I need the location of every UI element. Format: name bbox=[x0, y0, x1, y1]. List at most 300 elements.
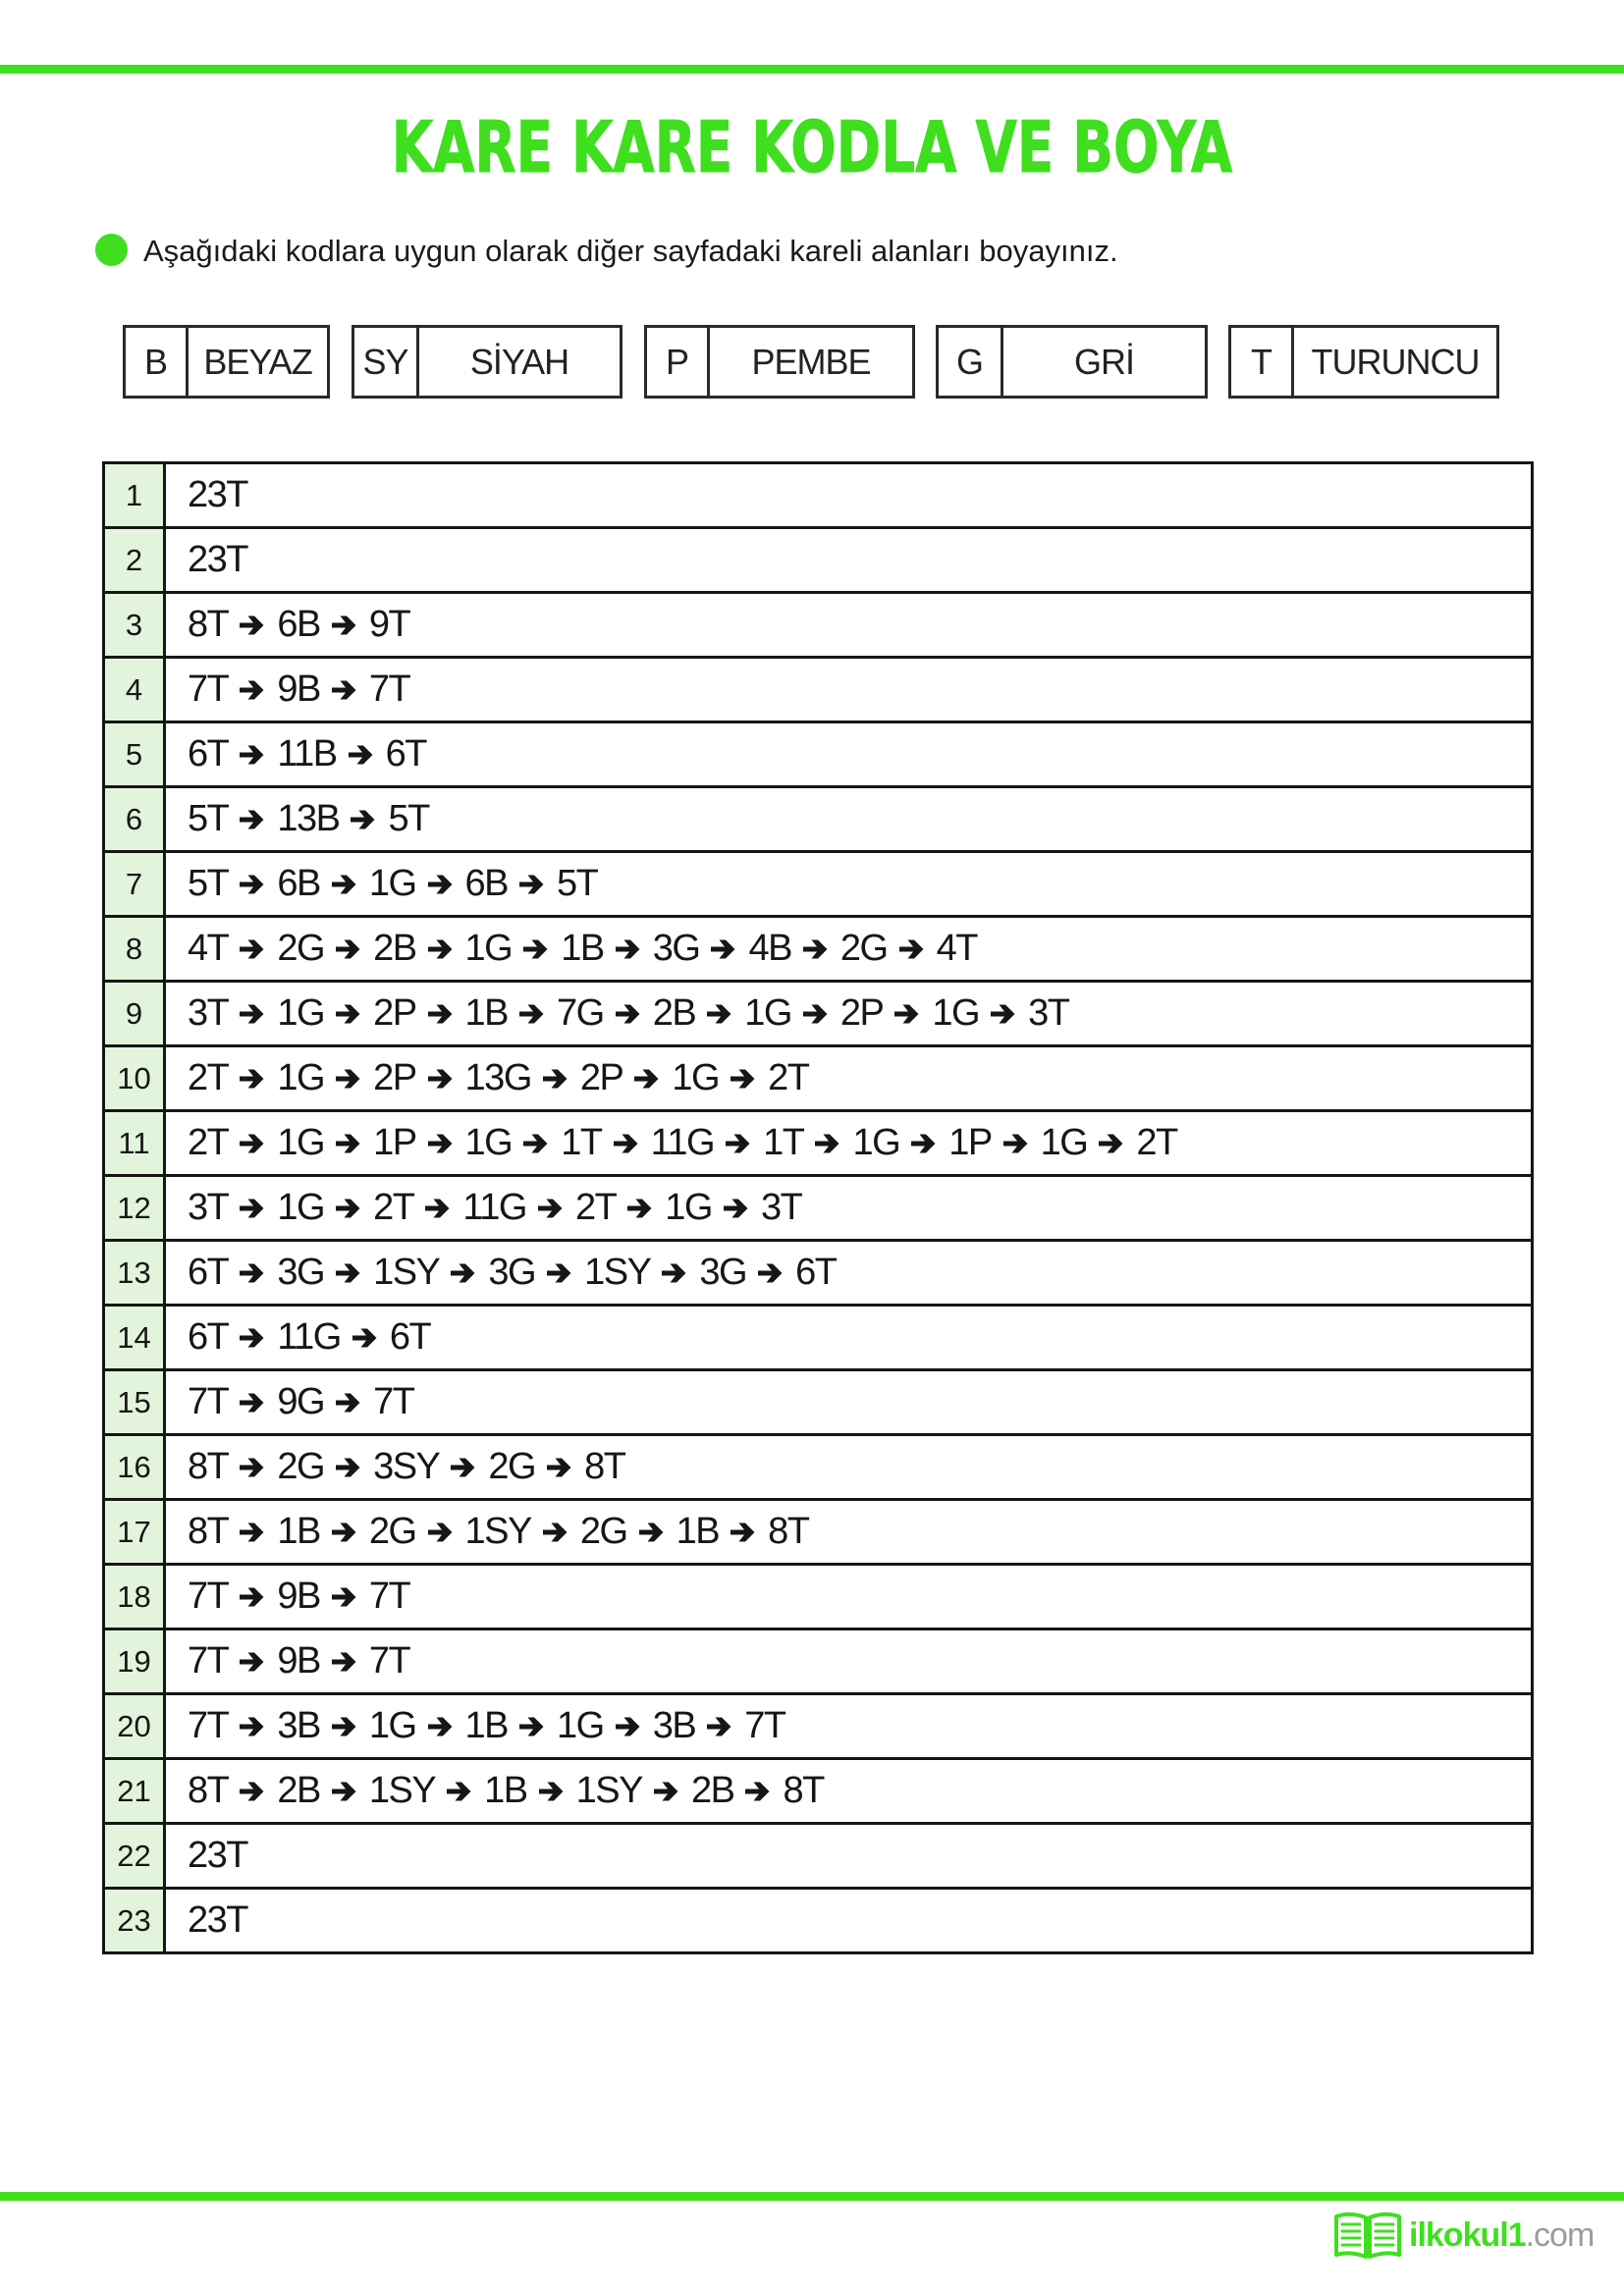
color-code: 2P bbox=[373, 992, 416, 1034]
code-row bbox=[104, 1046, 1533, 1111]
arrow-right-icon bbox=[446, 1779, 473, 1804]
color-code: 1B bbox=[676, 1511, 720, 1552]
arrow-right-icon bbox=[239, 807, 266, 832]
legend-code: B bbox=[126, 328, 189, 396]
arrow-right-icon bbox=[239, 1649, 266, 1675]
arrow-right-icon bbox=[239, 677, 266, 703]
arrow-right-icon bbox=[730, 1520, 757, 1545]
row-number: 17 bbox=[104, 1500, 165, 1565]
arrow-right-icon bbox=[542, 1520, 569, 1545]
color-code: 11B bbox=[277, 733, 337, 774]
color-code: 1B bbox=[561, 928, 604, 969]
arrow-right-icon bbox=[638, 1520, 666, 1545]
color-code: 23T bbox=[188, 1899, 247, 1941]
color-code: 6T bbox=[385, 733, 427, 774]
row-number: 18 bbox=[104, 1565, 165, 1629]
code-row bbox=[104, 1629, 1533, 1694]
code-cell bbox=[165, 787, 1533, 852]
arrow-right-icon bbox=[239, 1714, 266, 1739]
color-code: 2T bbox=[188, 1122, 229, 1163]
code-sequence bbox=[166, 474, 1531, 516]
color-code: 8T bbox=[188, 1446, 229, 1487]
color-code: 2B bbox=[373, 928, 416, 969]
code-sequence bbox=[166, 1899, 1531, 1942]
row-number: 20 bbox=[104, 1694, 165, 1759]
legend-color-name: SİYAH bbox=[469, 341, 569, 382]
legend-item-beyaz bbox=[123, 325, 330, 399]
color-code: 7T bbox=[188, 1575, 229, 1617]
color-code: 5T bbox=[188, 863, 229, 904]
arrow-right-icon bbox=[613, 1131, 640, 1156]
code-cell bbox=[165, 852, 1533, 917]
row-number: 9 bbox=[104, 982, 165, 1046]
arrow-right-icon bbox=[710, 936, 737, 962]
color-code: 1P bbox=[948, 1122, 992, 1163]
arrow-right-icon bbox=[706, 1714, 733, 1739]
arrow-right-icon bbox=[427, 1001, 455, 1027]
code-sequence bbox=[166, 1835, 1531, 1877]
color-code: 6T bbox=[188, 1252, 229, 1293]
color-code: 1G bbox=[557, 1705, 604, 1746]
legend-item-turuncu bbox=[1228, 325, 1499, 399]
arrow-right-icon bbox=[335, 1455, 362, 1480]
code-row bbox=[104, 528, 1533, 593]
color-code: 1B bbox=[277, 1511, 320, 1552]
color-code: 9B bbox=[277, 668, 320, 710]
color-code: 7T bbox=[744, 1705, 785, 1746]
arrow-right-icon bbox=[706, 1001, 733, 1027]
code-cell bbox=[165, 1111, 1533, 1176]
arrow-right-icon bbox=[633, 1066, 661, 1092]
color-code: 13G bbox=[464, 1057, 531, 1098]
color-code: 6B bbox=[464, 863, 509, 904]
code-row bbox=[104, 982, 1533, 1046]
legend-item-gri bbox=[936, 325, 1208, 399]
top-green-rule bbox=[0, 65, 1624, 74]
color-code: 6T bbox=[188, 1316, 229, 1358]
arrow-right-icon bbox=[335, 1131, 362, 1156]
arrow-right-icon bbox=[239, 742, 266, 768]
color-code: 1G bbox=[744, 992, 791, 1034]
arrow-right-icon bbox=[335, 1260, 362, 1286]
legend-item-siyah bbox=[352, 325, 623, 399]
legend-item-pembe bbox=[644, 325, 915, 399]
color-code: 1G bbox=[665, 1187, 712, 1228]
code-row bbox=[104, 852, 1533, 917]
color-code: 5T bbox=[388, 798, 429, 839]
color-code: 6B bbox=[277, 863, 320, 904]
book-icon bbox=[1332, 2210, 1403, 2261]
arrow-right-icon bbox=[239, 1584, 266, 1610]
arrow-right-icon bbox=[518, 1001, 546, 1027]
arrow-right-icon bbox=[615, 1714, 642, 1739]
color-code: 5T bbox=[188, 798, 229, 839]
arrow-right-icon bbox=[331, 1584, 358, 1610]
bottom-green-rule bbox=[0, 2192, 1624, 2201]
color-code: 1G bbox=[932, 992, 980, 1034]
color-code: 2P bbox=[579, 1057, 623, 1098]
arrow-right-icon bbox=[239, 1001, 266, 1027]
arrow-right-icon bbox=[723, 1196, 750, 1221]
arrow-right-icon bbox=[518, 1714, 546, 1739]
site-logo bbox=[1332, 2209, 1594, 2262]
color-code: 2T bbox=[188, 1057, 229, 1098]
color-code: 6T bbox=[795, 1252, 837, 1293]
color-code: 7G bbox=[557, 992, 604, 1034]
arrow-right-icon bbox=[1002, 1131, 1030, 1156]
color-code: 1G bbox=[464, 928, 513, 969]
code-sequence bbox=[166, 668, 1531, 711]
code-cell bbox=[165, 658, 1533, 722]
arrow-right-icon bbox=[335, 1390, 362, 1415]
row-number: 13 bbox=[104, 1241, 165, 1306]
code-sequence bbox=[166, 1511, 1531, 1553]
arrow-right-icon bbox=[352, 1325, 379, 1351]
color-code: 1G bbox=[368, 1705, 416, 1746]
row-number: 1 bbox=[104, 463, 165, 528]
code-sequence bbox=[166, 863, 1531, 905]
color-code: 1SY bbox=[464, 1511, 531, 1552]
arrow-right-icon bbox=[331, 1779, 358, 1804]
arrow-right-icon bbox=[910, 1131, 938, 1156]
color-code: 23T bbox=[188, 1835, 247, 1876]
code-sequence bbox=[166, 539, 1531, 581]
color-code: 4T bbox=[188, 928, 229, 969]
code-sequence bbox=[166, 928, 1531, 970]
color-code: 11G bbox=[650, 1122, 715, 1163]
color-code: 3G bbox=[652, 928, 700, 969]
page-title: KARE KARE KODLA VE BOYA bbox=[391, 106, 1233, 188]
arrow-right-icon bbox=[239, 1779, 266, 1804]
code-cell bbox=[165, 722, 1533, 787]
row-number: 8 bbox=[104, 917, 165, 982]
row-number: 7 bbox=[104, 852, 165, 917]
arrow-right-icon bbox=[427, 1714, 455, 1739]
code-cell bbox=[165, 1046, 1533, 1111]
code-cell bbox=[165, 1694, 1533, 1759]
color-code: 3B bbox=[277, 1705, 320, 1746]
color-code: 1G bbox=[852, 1122, 900, 1163]
code-row bbox=[104, 1759, 1533, 1824]
color-code: 2T bbox=[1136, 1122, 1177, 1163]
color-code: 1P bbox=[373, 1122, 416, 1163]
code-cell bbox=[165, 463, 1533, 528]
color-code: 1G bbox=[277, 1057, 325, 1098]
arrow-right-icon bbox=[239, 936, 266, 962]
color-code: 3G bbox=[277, 1252, 325, 1293]
color-code: 1G bbox=[368, 863, 416, 904]
color-code: 8T bbox=[584, 1446, 625, 1487]
color-code: 2B bbox=[277, 1770, 320, 1811]
row-number: 11 bbox=[104, 1111, 165, 1176]
code-sequence bbox=[166, 1187, 1531, 1229]
row-number: 4 bbox=[104, 658, 165, 722]
color-code: 2T bbox=[768, 1057, 809, 1098]
code-row bbox=[104, 722, 1533, 787]
row-number: 19 bbox=[104, 1629, 165, 1694]
legend-code: P bbox=[647, 328, 710, 396]
row-number: 21 bbox=[104, 1759, 165, 1824]
color-code: 7T bbox=[373, 1381, 414, 1422]
color-code: 9T bbox=[368, 604, 410, 645]
color-code: 8T bbox=[188, 1511, 229, 1552]
code-row bbox=[104, 917, 1533, 982]
code-row bbox=[104, 1111, 1533, 1176]
arrow-right-icon bbox=[744, 1779, 772, 1804]
color-code: 2P bbox=[839, 992, 884, 1034]
color-code: 23T bbox=[188, 474, 247, 515]
code-cell bbox=[165, 1889, 1533, 1953]
row-number: 22 bbox=[104, 1824, 165, 1889]
code-cell bbox=[165, 1370, 1533, 1435]
green-dot-icon bbox=[95, 234, 128, 266]
color-code: 1B bbox=[484, 1770, 527, 1811]
code-row bbox=[104, 1370, 1533, 1435]
color-code: 4B bbox=[748, 928, 791, 969]
row-number: 10 bbox=[104, 1046, 165, 1111]
color-code: 1SY bbox=[575, 1770, 642, 1811]
color-code: 7T bbox=[368, 1640, 410, 1682]
arrow-right-icon bbox=[239, 1455, 266, 1480]
code-cell bbox=[165, 1500, 1533, 1565]
row-number: 5 bbox=[104, 722, 165, 787]
arrow-right-icon bbox=[546, 1260, 573, 1286]
arrow-right-icon bbox=[427, 1066, 455, 1092]
arrow-right-icon bbox=[239, 872, 266, 897]
arrow-right-icon bbox=[898, 936, 926, 962]
arrow-right-icon bbox=[335, 1066, 362, 1092]
legend-color-name: BEYAZ bbox=[203, 341, 312, 382]
code-cell bbox=[165, 528, 1533, 593]
arrow-right-icon bbox=[331, 1714, 358, 1739]
row-number: 3 bbox=[104, 593, 165, 658]
code-cell bbox=[165, 1565, 1533, 1629]
color-code: 7T bbox=[188, 1640, 229, 1682]
legend-code: G bbox=[939, 328, 1003, 396]
color-code: 7T bbox=[368, 1575, 410, 1617]
color-code: 1G bbox=[277, 992, 325, 1034]
arrow-right-icon bbox=[335, 936, 362, 962]
arrow-right-icon bbox=[542, 1066, 569, 1092]
logo-domain-suffix: .com bbox=[1525, 2216, 1595, 2254]
color-code: 2G bbox=[488, 1446, 536, 1487]
color-code: 1SY bbox=[368, 1770, 436, 1811]
instruction-text: Aşağıdaki kodlara uygun olarak diğer sayfadaki kareli alanları boyayınız. bbox=[143, 234, 1118, 268]
arrow-right-icon bbox=[239, 1260, 266, 1286]
arrow-right-icon bbox=[331, 1649, 358, 1675]
legend-code: T bbox=[1231, 328, 1294, 396]
code-table bbox=[102, 461, 1534, 1954]
color-code: 8T bbox=[188, 1770, 229, 1811]
code-sequence bbox=[166, 733, 1531, 775]
arrow-right-icon bbox=[522, 1131, 550, 1156]
row-number: 23 bbox=[104, 1889, 165, 1953]
code-cell bbox=[165, 1629, 1533, 1694]
arrow-right-icon bbox=[757, 1260, 785, 1286]
arrow-right-icon bbox=[335, 1001, 362, 1027]
legend-code: SY bbox=[354, 328, 419, 396]
row-number: 12 bbox=[104, 1176, 165, 1241]
color-code: 7T bbox=[368, 668, 410, 710]
code-cell bbox=[165, 1759, 1533, 1824]
color-code: 3G bbox=[488, 1252, 536, 1293]
code-sequence bbox=[166, 604, 1531, 646]
arrow-right-icon bbox=[450, 1260, 477, 1286]
code-cell bbox=[165, 593, 1533, 658]
arrow-right-icon bbox=[814, 1131, 841, 1156]
code-sequence bbox=[166, 798, 1531, 840]
code-sequence bbox=[166, 1252, 1531, 1294]
color-code: 3T bbox=[188, 1187, 229, 1228]
arrow-right-icon bbox=[546, 1455, 573, 1480]
code-cell bbox=[165, 1176, 1533, 1241]
code-sequence bbox=[166, 1640, 1531, 1682]
color-code: 3B bbox=[652, 1705, 696, 1746]
code-row bbox=[104, 593, 1533, 658]
arrow-right-icon bbox=[335, 1196, 362, 1221]
color-code: 7T bbox=[188, 1705, 229, 1746]
color-code: 6T bbox=[389, 1316, 431, 1358]
arrow-right-icon bbox=[653, 1779, 680, 1804]
code-row bbox=[104, 1500, 1533, 1565]
color-code: 13B bbox=[277, 798, 340, 839]
arrow-right-icon bbox=[427, 872, 455, 897]
code-row bbox=[104, 463, 1533, 528]
arrow-right-icon bbox=[518, 872, 546, 897]
color-code: 7T bbox=[188, 668, 229, 710]
color-code: 2B bbox=[690, 1770, 734, 1811]
code-row bbox=[104, 1176, 1533, 1241]
color-code: 2P bbox=[373, 1057, 416, 1098]
row-number: 16 bbox=[104, 1435, 165, 1500]
color-code: 6T bbox=[188, 733, 229, 774]
color-code: 8T bbox=[768, 1511, 809, 1552]
arrow-right-icon bbox=[802, 1001, 830, 1027]
arrow-right-icon bbox=[802, 936, 830, 962]
arrow-right-icon bbox=[730, 1066, 757, 1092]
arrow-right-icon bbox=[538, 1779, 566, 1804]
color-code: 2G bbox=[579, 1511, 627, 1552]
code-sequence bbox=[166, 1122, 1531, 1164]
row-number: 6 bbox=[104, 787, 165, 852]
code-row bbox=[104, 1306, 1533, 1370]
code-cell bbox=[165, 982, 1533, 1046]
code-row bbox=[104, 1889, 1533, 1953]
color-code: 2G bbox=[277, 1446, 325, 1487]
arrow-right-icon bbox=[990, 1001, 1017, 1027]
color-code: 1G bbox=[277, 1122, 325, 1163]
color-code: 4T bbox=[936, 928, 977, 969]
color-code: 3T bbox=[761, 1187, 802, 1228]
arrow-right-icon bbox=[725, 1131, 752, 1156]
arrow-right-icon bbox=[239, 613, 266, 638]
legend-color-name: TURUNCU bbox=[1311, 341, 1480, 382]
color-code: 5T bbox=[557, 863, 598, 904]
arrow-right-icon bbox=[239, 1131, 266, 1156]
code-sequence bbox=[166, 1575, 1531, 1618]
code-cell bbox=[165, 1306, 1533, 1370]
arrow-right-icon bbox=[615, 1001, 642, 1027]
color-code: 2T bbox=[373, 1187, 414, 1228]
color-code: 1SY bbox=[373, 1252, 440, 1293]
code-row bbox=[104, 1241, 1533, 1306]
code-row bbox=[104, 1565, 1533, 1629]
arrow-right-icon bbox=[239, 1390, 266, 1415]
code-row bbox=[104, 787, 1533, 852]
color-code: 8T bbox=[783, 1770, 824, 1811]
arrow-right-icon bbox=[239, 1066, 266, 1092]
row-number: 15 bbox=[104, 1370, 165, 1435]
arrow-right-icon bbox=[239, 1196, 266, 1221]
color-code: 1G bbox=[1040, 1122, 1088, 1163]
arrow-right-icon bbox=[450, 1455, 477, 1480]
logo-brand-text: ilkokul1 bbox=[1409, 2216, 1526, 2254]
arrow-right-icon bbox=[331, 872, 358, 897]
color-code: 3SY bbox=[373, 1446, 440, 1487]
legend-color-name: GRİ bbox=[1073, 341, 1134, 382]
code-sequence bbox=[166, 1057, 1531, 1099]
code-row bbox=[104, 658, 1533, 722]
row-number: 14 bbox=[104, 1306, 165, 1370]
color-code: 2T bbox=[574, 1187, 617, 1228]
color-code: 11G bbox=[277, 1316, 341, 1358]
arrow-right-icon bbox=[427, 1520, 455, 1545]
arrow-right-icon bbox=[427, 1131, 455, 1156]
arrow-right-icon bbox=[350, 807, 377, 832]
arrow-right-icon bbox=[427, 936, 455, 962]
row-number: 2 bbox=[104, 528, 165, 593]
code-cell bbox=[165, 1824, 1533, 1889]
arrow-right-icon bbox=[1098, 1131, 1125, 1156]
code-sequence bbox=[166, 992, 1531, 1035]
color-code: 3T bbox=[188, 992, 229, 1034]
code-sequence bbox=[166, 1446, 1531, 1488]
color-code: 2G bbox=[277, 928, 325, 969]
color-code: 9B bbox=[277, 1640, 320, 1682]
color-code: 7T bbox=[188, 1381, 229, 1422]
arrow-right-icon bbox=[522, 936, 550, 962]
arrow-right-icon bbox=[615, 936, 642, 962]
color-code: 1G bbox=[277, 1187, 325, 1228]
code-sequence bbox=[166, 1705, 1531, 1747]
code-sequence bbox=[166, 1316, 1531, 1359]
arrow-right-icon bbox=[331, 1520, 358, 1545]
color-code: 2G bbox=[368, 1511, 416, 1552]
code-row bbox=[104, 1694, 1533, 1759]
color-code: 2B bbox=[652, 992, 696, 1034]
color-code: 1T bbox=[561, 1122, 602, 1163]
code-cell bbox=[165, 1435, 1533, 1500]
code-cell bbox=[165, 1241, 1533, 1306]
color-code: 6B bbox=[277, 604, 320, 645]
arrow-right-icon bbox=[893, 1001, 921, 1027]
color-code: 11G bbox=[462, 1187, 526, 1228]
code-sequence bbox=[166, 1381, 1531, 1423]
color-code: 23T bbox=[188, 539, 247, 580]
color-code: 1G bbox=[464, 1122, 513, 1163]
color-code: 8T bbox=[188, 604, 229, 645]
code-table-body bbox=[104, 463, 1533, 1953]
code-row bbox=[104, 1824, 1533, 1889]
arrow-right-icon bbox=[661, 1260, 688, 1286]
arrow-right-icon bbox=[239, 1520, 266, 1545]
arrow-right-icon bbox=[331, 677, 358, 703]
arrow-right-icon bbox=[331, 613, 358, 638]
color-code: 9G bbox=[277, 1381, 325, 1422]
color-code: 3T bbox=[1028, 992, 1069, 1034]
color-code: 9B bbox=[277, 1575, 320, 1617]
color-code: 1G bbox=[672, 1057, 720, 1098]
